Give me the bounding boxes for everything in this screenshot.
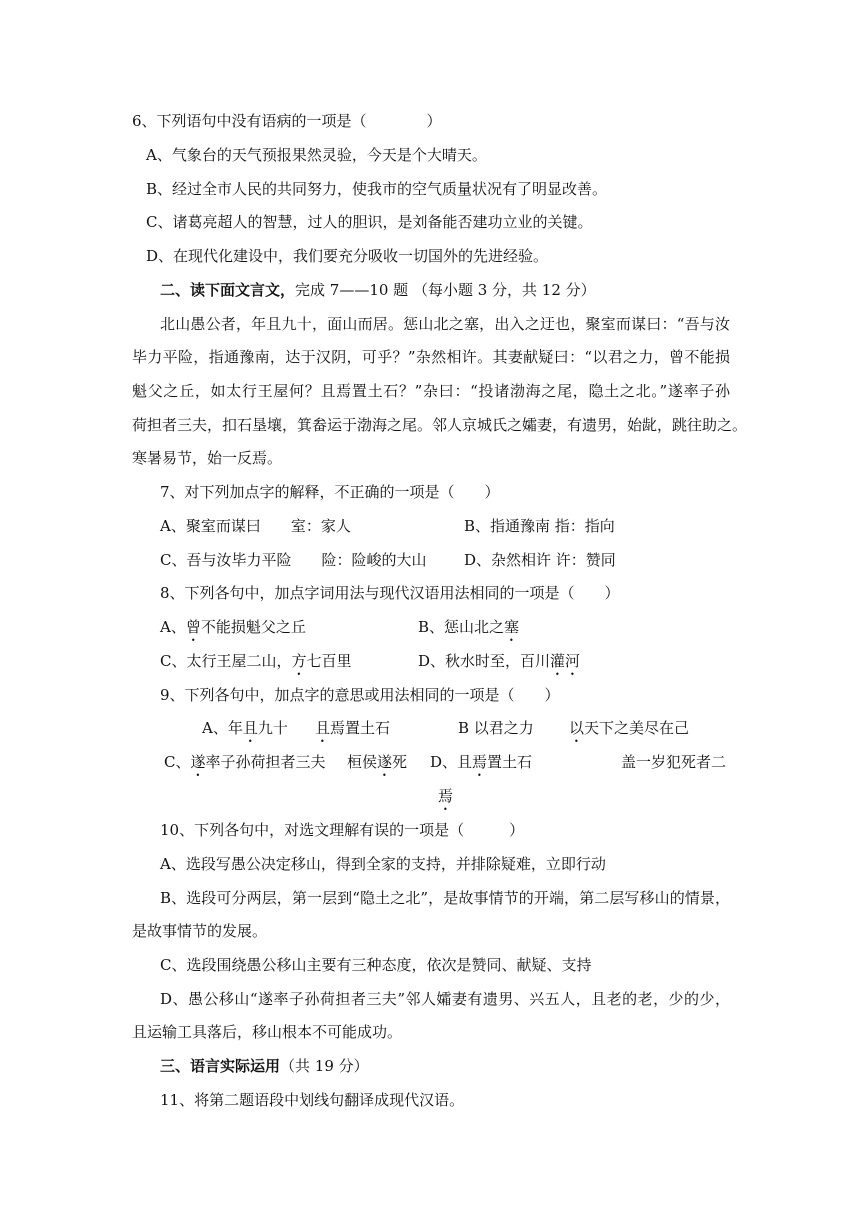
q9-d-prefix: D、且 xyxy=(430,753,473,771)
q6-option-c: C、诸葛亮超人的智慧，过人的胆识，是刘备能否建功立业的关键。 xyxy=(146,213,593,231)
q8-option-d xyxy=(418,651,580,679)
passage-line-2: 毕力平险，指通豫南，达于汉阴，可乎？”杂然相许。其妻献疑曰：“以君之力，曾不能损 xyxy=(132,348,730,366)
q6-option-d: D、在现代化建设中，我们要充分吸收一切国外的先进经验。 xyxy=(146,247,549,265)
q7-option-c: C、吾与汝毕力平险 险：险峻的大山 xyxy=(160,551,427,569)
q6-option-a: A、气象台的天气预报果然灵验，今天是个大晴天。 xyxy=(146,146,487,164)
section2-heading-bold: 二、读下面文言文， xyxy=(160,281,296,299)
section2-heading-rest: 完成 7——10 题 （每小题 3 分，共 12 分） xyxy=(295,281,596,299)
q8-a-suffix: 不能损魁父之丘 xyxy=(200,618,306,636)
q7-option-a: A、聚室而谋曰 室：家人 xyxy=(160,517,351,535)
q10-option-c: C、选段围绕愚公移山主要有三种态度，依次是赞同、献疑、支持 xyxy=(160,956,592,974)
q9-b2-suffix: 天下之美尽在己 xyxy=(584,719,690,737)
section3-heading-bold: 三、语言实际运用 xyxy=(160,1057,281,1075)
q9-a2-suffix: 焉置土石 xyxy=(330,719,391,737)
q9-d-suffix: 置土石 xyxy=(487,753,533,771)
q8-d-dotted: 灌河 xyxy=(550,652,581,670)
q8-b-prefix: B、惩山北之 xyxy=(418,618,505,636)
q9-option-a2 xyxy=(315,718,390,746)
q9-option-d2-wrap xyxy=(438,786,453,814)
q10-option-d-line2: 且运输工具落后，移山根本不可能成功。 xyxy=(132,1023,403,1041)
q8-b-dotted: 塞 xyxy=(504,618,520,636)
q9-option-a xyxy=(202,718,288,746)
q9-option-d2: 盖一岁犯死者二 xyxy=(621,753,727,771)
q9-a2-dotted: 且 xyxy=(315,719,331,737)
section3-heading-rest: （共 19 分） xyxy=(280,1057,369,1075)
q6-option-b: B、经过全市人民的共同努力，使我市的空气质量状况有了明显改善。 xyxy=(146,180,608,198)
q9-c2-dotted: 遂 xyxy=(377,753,393,771)
q10-option-b-line2: 是故事情节的发展。 xyxy=(132,922,268,940)
q9-option-c2 xyxy=(347,752,407,780)
q10-option-b-line1: B、选段可分两层，第一层到“隐土之北”，是故事情节的开端，第二层写移山的情景， xyxy=(160,889,730,907)
passage-line-3: 魁父之丘，如太行王屋何？且焉置土石？”杂曰：“投诸渤海之尾，隐土之北。”遂率子孙 xyxy=(132,382,730,400)
q9-option-b2 xyxy=(569,718,689,746)
q10-option-a: A、选段写愚公决定移山，得到全家的支持，并排除疑难，立即行动 xyxy=(160,855,606,873)
q7-stem: 7、对下列加点字的解释，不正确的一项是（ ） xyxy=(160,483,500,501)
q9-d2-dotted: 焉 xyxy=(438,787,454,805)
section2-heading xyxy=(160,280,596,300)
q8-c-dotted: 方 xyxy=(291,652,307,670)
q9-c2-prefix: 桓侯 xyxy=(347,753,378,771)
q9-option-b: B 以君之力 xyxy=(458,719,534,737)
q9-a-suffix: 九十 xyxy=(257,719,288,737)
q9-a-dotted: 且 xyxy=(242,719,258,737)
passage-line-4: 荷担者三夫，扣石垦壤，箕畚运于渤海之尾。邻人京城氏之孀妻，有遗男，始龀，跳往助之。 xyxy=(132,416,748,434)
q9-c-dotted: 遂 xyxy=(190,753,206,771)
q10-stem: 10、下列各句中，对选文理解有误的一项是（ ） xyxy=(160,821,525,839)
q9-c-prefix: C、 xyxy=(164,753,191,771)
q8-option-b xyxy=(418,617,519,645)
q6-stem: 6、下列语句中没有语病的一项是（ ） xyxy=(132,112,442,130)
q9-stem: 9、下列各句中，加点字的意思或用法相同的一项是（ ） xyxy=(160,686,560,704)
q9-c2-suffix: 死 xyxy=(392,753,408,771)
q8-stem: 8、下列各句中，加点字词用法与现代汉语用法相同的一项是（ ） xyxy=(160,584,620,602)
q8-a-prefix: A、 xyxy=(160,618,186,636)
q8-d-prefix: D、秋水时至，百川 xyxy=(418,652,551,670)
q8-c-prefix: C、太行王屋二山， xyxy=(160,652,292,670)
q8-c-suffix: 七百里 xyxy=(306,652,352,670)
q10-option-d-line1: D、愚公移山“遂率子孙荷担者三夫”邻人孀妻有遗男、兴五人，且老的老，少的少， xyxy=(160,990,730,1008)
q9-a-prefix: A、年 xyxy=(202,719,243,737)
q11-stem: 11、将第二题语段中划线句翻译成现代汉语。 xyxy=(160,1091,465,1109)
q7-option-d: D、杂然相许 许：赞同 xyxy=(464,551,616,569)
q8-a-dotted: 曾 xyxy=(185,618,201,636)
q8-option-a xyxy=(160,617,306,645)
passage-line-5: 寒暑易节，始一反焉。 xyxy=(132,449,283,467)
q9-c-suffix: 率子孙荷担者三夫 xyxy=(205,753,326,771)
q7-option-b: B、指通豫南 指：指向 xyxy=(464,517,615,535)
section3-heading xyxy=(160,1056,369,1076)
q8-option-c xyxy=(160,651,352,679)
passage-line-1: 北山愚公者，年且九十，面山而居。惩山北之塞，出入之迂也，聚室而谋曰：“吾与汝 xyxy=(160,315,730,333)
q9-b2-dotted: 以 xyxy=(569,719,585,737)
q9-option-c xyxy=(164,752,326,780)
q9-d-dotted: 焉 xyxy=(472,753,488,771)
q9-option-d xyxy=(430,752,532,780)
